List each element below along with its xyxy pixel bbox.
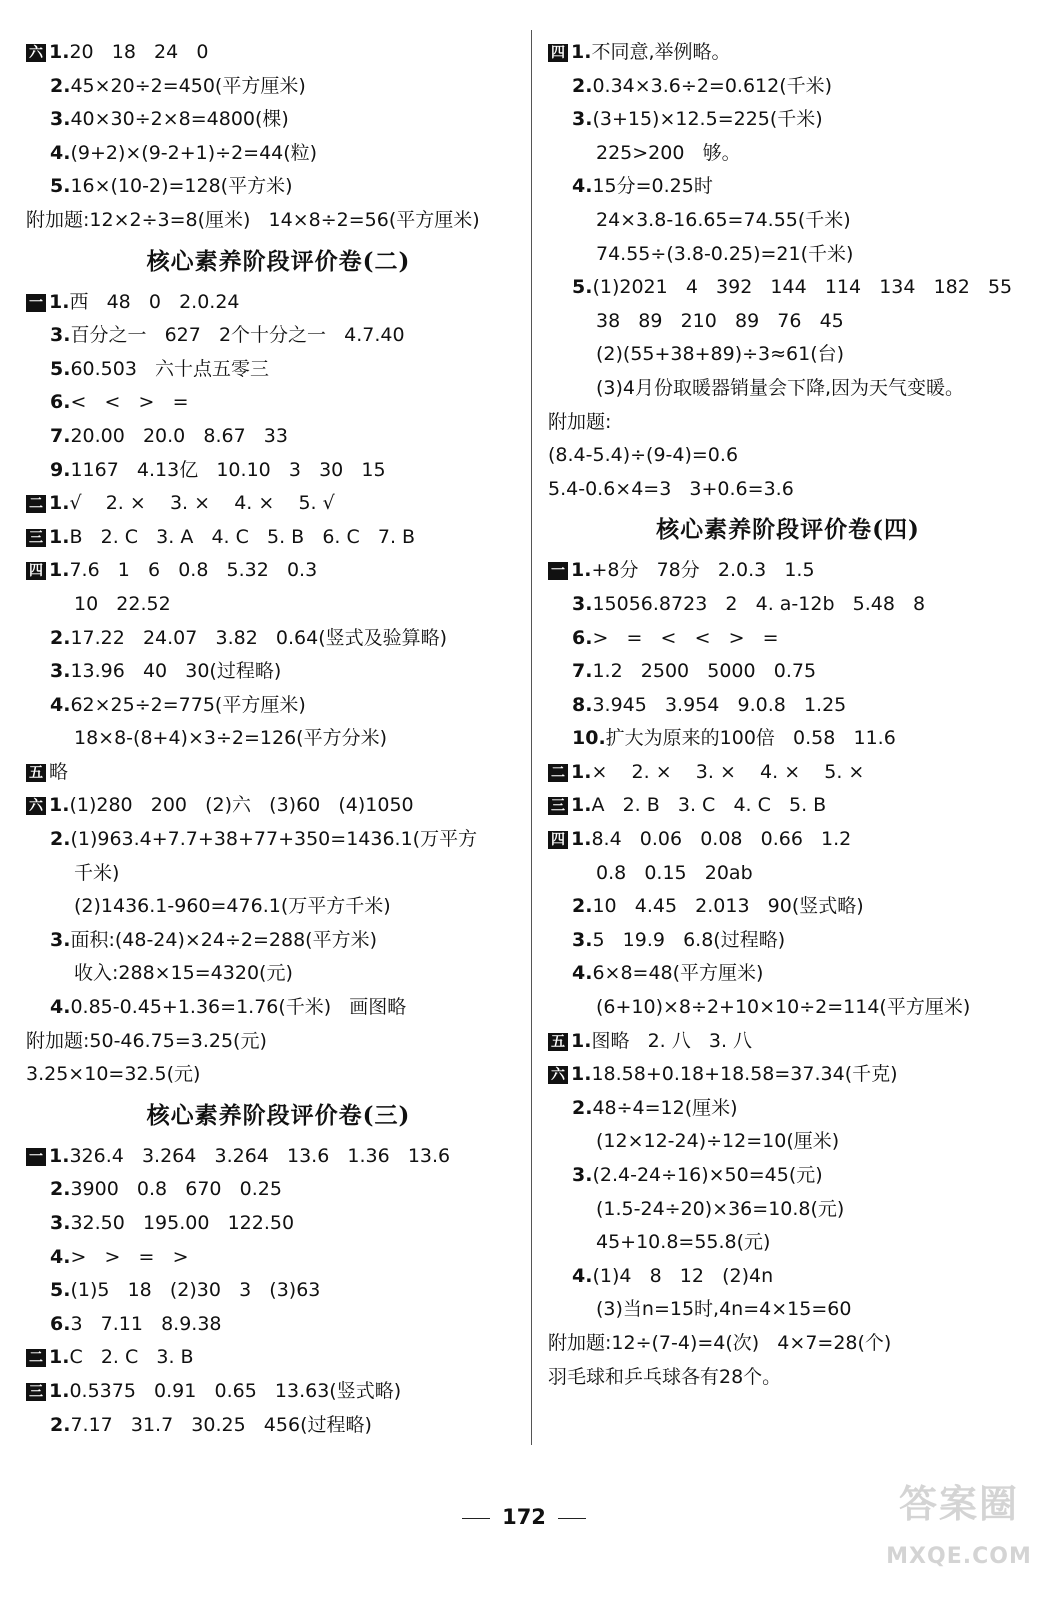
answer-line bbox=[26, 319, 531, 353]
answer-line bbox=[548, 1361, 1028, 1395]
section-number-badge: 三 bbox=[26, 529, 46, 547]
question-number: 4. bbox=[50, 1245, 71, 1268]
answer-line bbox=[548, 1327, 1028, 1361]
left-answer-column bbox=[26, 36, 531, 1442]
answer-line bbox=[26, 103, 531, 137]
answer-text: 附加题: bbox=[548, 410, 612, 433]
answer-text: 图略 2. 八 3. 八 bbox=[591, 1029, 753, 1052]
section-number-badge: 六 bbox=[548, 1066, 568, 1084]
answer-line bbox=[548, 554, 1028, 588]
answer-text: 3900 0.8 670 0.25 bbox=[70, 1178, 282, 1201]
answer-text: (2.4-24÷16)×50=45(元) bbox=[592, 1164, 823, 1186]
answer-text: 15056.8723 2 4. a-12b 5.48 8 bbox=[592, 592, 926, 615]
question-number: 1. bbox=[49, 1144, 70, 1167]
answer-line bbox=[26, 36, 531, 70]
answer-line bbox=[548, 924, 1028, 958]
answer-text: 1167 4.13亿 10.10 3 30 15 bbox=[70, 458, 386, 481]
answer-line bbox=[26, 1308, 531, 1342]
answer-line bbox=[548, 238, 1028, 272]
answer-line bbox=[548, 1226, 1028, 1260]
question-number: 5. bbox=[50, 357, 71, 380]
answer-text: 18.58+0.18+18.58=37.34(千克) bbox=[591, 1063, 898, 1086]
answer-line bbox=[26, 890, 531, 924]
answer-text: 45×20÷2=450(平方厘米) bbox=[70, 74, 306, 97]
question-number: 3. bbox=[50, 108, 71, 131]
answer-line bbox=[548, 406, 1028, 440]
answer-line bbox=[548, 103, 1028, 137]
question-number: 1. bbox=[571, 1029, 592, 1052]
answer-line bbox=[26, 1241, 531, 1275]
answer-line bbox=[26, 1140, 531, 1174]
answer-line bbox=[548, 689, 1028, 723]
answer-text: 6×8=48(平方厘米) bbox=[592, 962, 764, 985]
answer-line bbox=[26, 1409, 531, 1443]
answer-line bbox=[548, 305, 1028, 339]
question-number: 7. bbox=[572, 660, 593, 683]
question-number: 1. bbox=[571, 828, 592, 851]
question-number: 2. bbox=[50, 1413, 71, 1436]
answer-text: 不同意,举例略。 bbox=[591, 41, 731, 63]
section-number-badge: 四 bbox=[548, 44, 568, 62]
answer-text: 24×3.8-16.65=74.55(千米) bbox=[596, 208, 851, 231]
answer-text: (12×12-24)÷12=10(厘米) bbox=[596, 1130, 840, 1153]
answer-text: 3.25×10=32.5(元) bbox=[26, 1063, 201, 1086]
answer-line bbox=[548, 622, 1028, 656]
answer-line bbox=[26, 454, 531, 488]
answer-text: 48÷4=12(厘米) bbox=[592, 1096, 738, 1119]
question-number: 5. bbox=[572, 276, 593, 299]
answer-line bbox=[548, 204, 1028, 238]
answer-line bbox=[26, 1025, 531, 1059]
answer-text: (8.4-5.4)÷(9-4)=0.6 bbox=[548, 444, 739, 467]
section-number-badge: 五 bbox=[26, 764, 46, 782]
answer-text: (1)280 200 (2)六 (3)60 (4)1050 bbox=[69, 794, 414, 817]
answer-line bbox=[26, 420, 531, 454]
question-number: 1. bbox=[571, 559, 592, 582]
answer-text: √ 2. × 3. × 4. × 5. √ bbox=[69, 492, 335, 515]
answer-text: +8分 78分 2.0.3 1.5 bbox=[591, 559, 815, 582]
answer-line bbox=[26, 170, 531, 204]
question-number: 3. bbox=[50, 1212, 71, 1234]
answer-line bbox=[26, 1341, 531, 1375]
answer-line bbox=[26, 1058, 531, 1092]
answer-text: 附加题:12×2÷3=8(厘米) 14×8÷2=56(平方厘米) bbox=[26, 208, 480, 231]
answer-text: 13.96 40 30(过程略) bbox=[70, 660, 282, 683]
question-number: 1. bbox=[571, 41, 592, 63]
answer-line bbox=[26, 1207, 531, 1241]
answer-line bbox=[548, 857, 1028, 891]
answer-line bbox=[548, 1092, 1028, 1126]
question-number: 1. bbox=[571, 794, 592, 817]
answer-text: 千米) bbox=[74, 861, 120, 884]
answer-text: A 2. B 3. C 4. C 5. B bbox=[591, 794, 827, 817]
question-number: 2. bbox=[50, 828, 71, 851]
answer-line bbox=[26, 655, 531, 689]
answer-text: 17.22 24.07 3.82 0.64(竖式及验算略) bbox=[70, 626, 448, 649]
answer-text: (2)(55+38+89)÷3≈61(台) bbox=[596, 343, 845, 366]
question-number: 5. bbox=[50, 1279, 71, 1302]
answer-text: < < > = bbox=[70, 391, 189, 414]
watermark-top-text: 答案圈 bbox=[898, 1482, 1019, 1526]
answer-text: 225>200 够。 bbox=[596, 141, 741, 164]
question-number: 9. bbox=[50, 458, 71, 481]
answer-line bbox=[26, 991, 531, 1025]
section-number-badge: 一 bbox=[548, 562, 568, 580]
answer-line bbox=[26, 286, 531, 320]
answer-line bbox=[26, 622, 531, 656]
answer-text: 扩大为原来的100倍 0.58 11.6 bbox=[605, 727, 896, 750]
question-number: 1. bbox=[571, 1063, 592, 1086]
question-number: 1. bbox=[49, 1379, 70, 1402]
question-number: 1. bbox=[49, 1346, 70, 1369]
answer-text: 326.4 3.264 3.264 13.6 1.36 13.6 bbox=[69, 1144, 451, 1167]
answer-text: (3)当n=15时,4n=4×15=60 bbox=[596, 1298, 852, 1321]
answer-line bbox=[26, 722, 531, 756]
answer-line bbox=[548, 1260, 1028, 1294]
section-number-badge: 二 bbox=[26, 495, 46, 513]
answer-line bbox=[548, 1025, 1028, 1059]
question-number: 4. bbox=[50, 141, 71, 164]
answer-line bbox=[548, 991, 1028, 1025]
answer-text: 40×30÷2×8=4800(棵) bbox=[70, 108, 289, 131]
answer-line bbox=[548, 655, 1028, 689]
answer-line bbox=[548, 957, 1028, 991]
answer-text: (1.5-24÷20)×36=10.8(元) bbox=[596, 1197, 845, 1220]
answer-line bbox=[548, 1125, 1028, 1159]
answer-text: 5.4-0.6×4=3 3+0.6=3.6 bbox=[548, 477, 794, 500]
answer-text: 62×25÷2=775(平方厘米) bbox=[70, 693, 306, 716]
answer-text: (1)2021 4 392 144 114 134 182 55 bbox=[592, 276, 1013, 299]
answer-line bbox=[26, 1375, 531, 1409]
section-number-badge: 一 bbox=[26, 294, 46, 312]
answer-line bbox=[26, 353, 531, 387]
answer-line bbox=[26, 789, 531, 823]
section-number-badge: 五 bbox=[548, 1033, 568, 1051]
answer-line bbox=[548, 372, 1028, 406]
section-number-badge: 一 bbox=[26, 1148, 46, 1166]
answer-text: > = < < > = bbox=[592, 626, 779, 649]
question-number: 4. bbox=[572, 175, 593, 198]
answer-text: (3+15)×12.5=225(千米) bbox=[592, 108, 823, 131]
answer-text: 1.2 2500 5000 0.75 bbox=[592, 660, 817, 683]
answer-line bbox=[548, 756, 1028, 790]
answer-text: 0.85-0.45+1.36=1.76(千米) 画图略 bbox=[70, 996, 407, 1019]
answer-line bbox=[26, 1173, 531, 1207]
answer-text: (9+2)×(9-2+1)÷2=44(粒) bbox=[70, 141, 318, 164]
answer-text: (3)4月份取暖器销量会下降,因为天气变暖。 bbox=[596, 376, 965, 399]
answer-text: 7.6 1 6 0.8 5.32 0.3 bbox=[69, 559, 318, 582]
question-number: 2. bbox=[572, 1096, 593, 1119]
answer-text: (1)4 8 12 (2)4n bbox=[592, 1264, 774, 1287]
section-number-badge: 三 bbox=[26, 1383, 46, 1401]
answer-text: (1)5 18 (2)30 3 (3)63 bbox=[70, 1279, 321, 1302]
answer-line bbox=[26, 554, 531, 588]
answer-line bbox=[26, 857, 531, 891]
answer-text: C 2. C 3. B bbox=[69, 1346, 194, 1369]
question-number: 1. bbox=[49, 492, 70, 515]
footer-dash-right bbox=[558, 1518, 586, 1519]
answer-line bbox=[548, 170, 1028, 204]
section-number-badge: 六 bbox=[26, 797, 46, 815]
right-answer-column bbox=[548, 36, 1028, 1394]
answer-text: 百分之一 627 2个十分之一 4.7.40 bbox=[70, 324, 405, 347]
answer-line bbox=[548, 789, 1028, 823]
question-number: 4. bbox=[50, 693, 71, 716]
answer-text: 20 18 24 0 bbox=[69, 41, 209, 63]
answer-line bbox=[26, 823, 531, 857]
answer-text: 8.4 0.06 0.08 0.66 1.2 bbox=[591, 828, 852, 851]
answer-line bbox=[26, 689, 531, 723]
answer-line bbox=[548, 36, 1028, 70]
question-number: 2. bbox=[572, 74, 593, 97]
answer-text: 20.00 20.0 8.67 33 bbox=[70, 424, 288, 447]
answer-text: 74.55÷(3.8-0.25)=21(千米) bbox=[596, 242, 854, 265]
answer-text: 0.8 0.15 20ab bbox=[596, 861, 753, 884]
answer-text: (6+10)×8÷2+10×10÷2=114(平方厘米) bbox=[596, 996, 971, 1019]
question-number: 10. bbox=[572, 727, 606, 750]
answer-line bbox=[548, 338, 1028, 372]
question-number: 1. bbox=[49, 290, 70, 313]
answer-text: 0.34×3.6÷2=0.612(千米) bbox=[592, 74, 833, 97]
answer-line bbox=[548, 271, 1028, 305]
answer-text: 10 22.52 bbox=[74, 592, 171, 615]
question-number: 3. bbox=[50, 928, 71, 951]
answer-text: 32.50 195.00 122.50 bbox=[70, 1212, 295, 1234]
answer-line bbox=[548, 137, 1028, 171]
answer-line bbox=[548, 1193, 1028, 1227]
section-title: 核心素养阶段评价卷(二) bbox=[146, 247, 411, 275]
answer-text: 收入:288×15=4320(元) bbox=[74, 962, 293, 985]
answer-text: 18×8-(8+4)×3÷2=126(平方分米) bbox=[74, 727, 387, 750]
question-number: 3. bbox=[50, 660, 71, 683]
question-number: 6. bbox=[50, 1312, 71, 1335]
section-title: 核心素养阶段评价卷(四) bbox=[656, 516, 920, 544]
question-number: 2. bbox=[50, 74, 71, 97]
watermark-url-text: MXQE.COM bbox=[886, 1544, 1032, 1569]
answer-text: 3.945 3.954 9.0.8 1.25 bbox=[592, 693, 847, 716]
answer-text: 附加题:12÷(7-4)=4(次) 4×7=28(个) bbox=[548, 1331, 892, 1354]
section-number-badge: 二 bbox=[26, 1349, 46, 1367]
question-number: 6. bbox=[50, 391, 71, 414]
answer-line bbox=[26, 957, 531, 991]
answer-line bbox=[26, 588, 531, 622]
column-divider bbox=[531, 30, 532, 1445]
question-number: 4. bbox=[572, 1264, 593, 1287]
answer-line bbox=[26, 756, 531, 790]
question-number: 4. bbox=[50, 996, 71, 1019]
answer-line bbox=[548, 1293, 1028, 1327]
question-number: 1. bbox=[49, 41, 70, 63]
answer-line bbox=[548, 439, 1028, 473]
question-number: 2. bbox=[50, 1178, 71, 1201]
answer-text: 羽毛球和乒乓球各有28个。 bbox=[548, 1365, 782, 1388]
question-number: 3. bbox=[50, 324, 71, 347]
answer-line bbox=[26, 487, 531, 521]
answer-text: 16×(10-2)=128(平方米) bbox=[70, 175, 293, 198]
question-number: 7. bbox=[50, 424, 71, 447]
answer-text: 60.503 六十点五零三 bbox=[70, 357, 270, 380]
answer-text: 西 48 0 2.0.24 bbox=[69, 290, 240, 313]
section-number-badge: 二 bbox=[548, 764, 568, 782]
answer-text: 10 4.45 2.013 90(竖式略) bbox=[592, 895, 864, 918]
answer-line bbox=[548, 890, 1028, 924]
question-number: 2. bbox=[50, 626, 71, 649]
question-number: 3. bbox=[572, 1164, 593, 1186]
answer-text: B 2. C 3. A 4. C 5. B 6. C 7. B bbox=[69, 525, 416, 548]
watermark-logo bbox=[884, 1468, 1034, 1592]
question-number: 1. bbox=[49, 559, 70, 582]
question-number: 3. bbox=[572, 928, 593, 951]
footer-dash-left bbox=[462, 1518, 490, 1519]
question-number: 3. bbox=[572, 108, 593, 131]
answer-text: (2)1436.1-960=476.1(万平方千米) bbox=[74, 895, 391, 918]
answer-text: 附加题:50-46.75=3.25(元) bbox=[26, 1029, 267, 1052]
answer-text: 5 19.9 6.8(过程略) bbox=[592, 928, 786, 951]
answer-text: 15分=0.25时 bbox=[592, 175, 713, 198]
answer-text: × 2. × 3. × 4. × 5. × bbox=[591, 760, 865, 783]
answer-text: 45+10.8=55.8(元) bbox=[596, 1231, 771, 1254]
answer-line bbox=[548, 473, 1028, 507]
section-title: 核心素养阶段评价卷(三) bbox=[146, 1101, 411, 1129]
answer-text: 38 89 210 89 76 45 bbox=[596, 309, 844, 332]
answer-line bbox=[548, 1058, 1028, 1092]
section-number-badge: 六 bbox=[26, 44, 46, 62]
question-number: 8. bbox=[572, 693, 593, 716]
answer-line bbox=[26, 386, 531, 420]
answer-line bbox=[548, 588, 1028, 622]
question-number: 6. bbox=[572, 626, 593, 649]
answer-line bbox=[26, 204, 531, 238]
answer-text: 面积:(48-24)×24÷2=288(平方米) bbox=[70, 928, 378, 951]
question-number: 2. bbox=[572, 895, 593, 918]
question-number: 5. bbox=[50, 175, 71, 198]
answer-line bbox=[548, 1159, 1028, 1193]
question-number: 4. bbox=[572, 962, 593, 985]
answer-text: 7.17 31.7 30.25 456(过程略) bbox=[70, 1413, 372, 1436]
answer-text: 0.5375 0.91 0.65 13.63(竖式略) bbox=[69, 1379, 402, 1402]
answer-text: 3 7.11 8.9.38 bbox=[70, 1312, 222, 1335]
question-number: 1. bbox=[49, 794, 70, 817]
answer-text: > > = > bbox=[70, 1245, 189, 1268]
question-number: 3. bbox=[572, 592, 593, 615]
question-number: 1. bbox=[49, 525, 70, 548]
page-number: 172 bbox=[502, 1505, 546, 1529]
answer-line bbox=[26, 1274, 531, 1308]
answer-line bbox=[26, 137, 531, 171]
answer-text: (1)963.4+7.7+38+77+350=1436.1(万平方 bbox=[70, 828, 478, 851]
answer-line bbox=[26, 70, 531, 104]
section-number-badge: 三 bbox=[548, 797, 568, 815]
section-number-badge: 四 bbox=[548, 831, 568, 849]
question-number: 1. bbox=[571, 760, 592, 783]
section-number-badge: 四 bbox=[26, 562, 46, 580]
answer-line bbox=[548, 70, 1028, 104]
answer-line bbox=[548, 722, 1028, 756]
answer-line bbox=[548, 823, 1028, 857]
answer-line bbox=[26, 924, 531, 958]
answer-line bbox=[26, 521, 531, 555]
answer-text: 略 bbox=[49, 760, 69, 783]
